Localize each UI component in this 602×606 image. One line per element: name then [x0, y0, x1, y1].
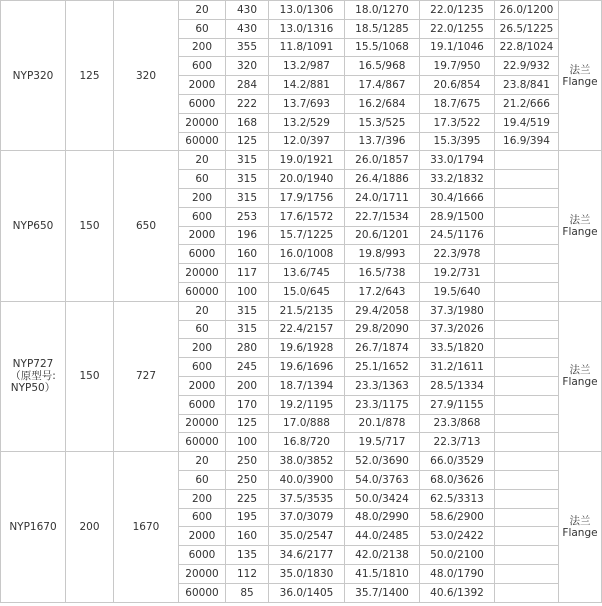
speed-cell: 600: [179, 508, 226, 527]
col-c-cell: 22.0/1235: [420, 1, 495, 20]
pressure-cell: 222: [226, 94, 269, 113]
col-b-cell: 48.0/2990: [345, 508, 420, 527]
table-row: [1, 151, 602, 170]
pressure-cell: 430: [226, 19, 269, 38]
speed-cell: 60: [179, 320, 226, 339]
col-b-cell: 15.3/525: [345, 113, 420, 132]
speed-cell: 60: [179, 470, 226, 489]
col-d-cell: [495, 508, 559, 527]
col-b-cell: 17.4/867: [345, 76, 420, 95]
speed-cell: 2000: [179, 76, 226, 95]
speed-cell: 200: [179, 188, 226, 207]
col-a-cell: 13.0/1306: [269, 1, 345, 20]
col-c-cell: 53.0/2422: [420, 527, 495, 546]
model-cell: [1, 151, 66, 301]
col-a-cell: 19.0/1921: [269, 151, 345, 170]
connection-label-line: Flange: [562, 75, 598, 88]
pressure-cell: 250: [226, 470, 269, 489]
speed-cell: 6000: [179, 94, 226, 113]
col-d-cell: 26.5/1225: [495, 19, 559, 38]
col-b-cell: 19.5/717: [345, 433, 420, 452]
col-c-cell: 17.3/522: [420, 113, 495, 132]
col-b-cell: 15.5/1068: [345, 38, 420, 57]
col-d-cell: [495, 245, 559, 264]
speed-cell: 2000: [179, 527, 226, 546]
col-d-cell: [495, 546, 559, 565]
connection-label-line: Flange: [562, 526, 598, 539]
table-row: [1, 452, 602, 471]
col-b-cell: 23.3/1175: [345, 395, 420, 414]
col-d-cell: 22.8/1024: [495, 38, 559, 57]
col-b-cell: 29.4/2058: [345, 301, 420, 320]
col-c-cell: 28.9/1500: [420, 207, 495, 226]
speed-cell: 2000: [179, 226, 226, 245]
col-b-cell: 16.2/684: [345, 94, 420, 113]
pressure-cell: 250: [226, 452, 269, 471]
col-b-cell: 19.8/993: [345, 245, 420, 264]
speed-cell: 60000: [179, 282, 226, 301]
col-a-cell: 38.0/3852: [269, 452, 345, 471]
col-c-cell: 66.0/3529: [420, 452, 495, 471]
col-c-cell: 31.2/1611: [420, 358, 495, 377]
col-b-cell: 50.0/3424: [345, 489, 420, 508]
speed-cell: 600: [179, 207, 226, 226]
col-c-cell: 33.0/1794: [420, 151, 495, 170]
col-b-cell: 20.6/1201: [345, 226, 420, 245]
col-d-cell: [495, 564, 559, 583]
col-c-cell: 19.7/950: [420, 57, 495, 76]
pressure-cell: 168: [226, 113, 269, 132]
col-c-cell: 19.2/731: [420, 264, 495, 283]
speed-cell: 6000: [179, 395, 226, 414]
col-d-cell: [495, 226, 559, 245]
group-col2-cell: 125: [66, 1, 114, 151]
group-col2-cell: 200: [66, 452, 114, 602]
col-a-cell: 13.6/745: [269, 264, 345, 283]
col-b-cell: 26.7/1874: [345, 339, 420, 358]
pressure-cell: 430: [226, 1, 269, 20]
table-row: [1, 301, 602, 320]
speed-cell: 20: [179, 452, 226, 471]
connection-label-line: 法兰: [569, 364, 591, 377]
col-b-cell: 13.7/396: [345, 132, 420, 151]
col-c-cell: 40.6/1392: [420, 583, 495, 602]
col-d-cell: [495, 376, 559, 395]
pressure-cell: 117: [226, 264, 269, 283]
speed-cell: 20000: [179, 564, 226, 583]
col-b-cell: 41.5/1810: [345, 564, 420, 583]
col-a-cell: 19.2/1195: [269, 395, 345, 414]
col-a-cell: 36.0/1405: [269, 583, 345, 602]
col-a-cell: 13.7/693: [269, 94, 345, 113]
col-c-cell: 22.3/978: [420, 245, 495, 264]
pressure-cell: 85: [226, 583, 269, 602]
col-a-cell: 17.0/888: [269, 414, 345, 433]
col-d-cell: [495, 282, 559, 301]
col-b-cell: 16.5/968: [345, 57, 420, 76]
model-name-line: NYP320: [12, 69, 54, 82]
col-c-cell: 24.5/1176: [420, 226, 495, 245]
group-col2-cell: 150: [66, 301, 114, 451]
col-b-cell: 18.5/1285: [345, 19, 420, 38]
spec-table-body: [1, 1, 602, 603]
pressure-cell: 170: [226, 395, 269, 414]
col-c-cell: 68.0/3626: [420, 470, 495, 489]
col-d-cell: [495, 358, 559, 377]
col-d-cell: [495, 395, 559, 414]
table-row: [1, 1, 602, 20]
col-b-cell: 23.3/1363: [345, 376, 420, 395]
pressure-cell: 100: [226, 282, 269, 301]
pressure-cell: 284: [226, 76, 269, 95]
col-a-cell: 19.6/1696: [269, 358, 345, 377]
col-c-cell: 18.7/675: [420, 94, 495, 113]
col-a-cell: 37.0/3079: [269, 508, 345, 527]
col-d-cell: 19.4/519: [495, 113, 559, 132]
col-a-cell: 20.0/1940: [269, 170, 345, 189]
col-c-cell: 27.9/1155: [420, 395, 495, 414]
col-b-cell: 17.2/643: [345, 282, 420, 301]
speed-cell: 6000: [179, 546, 226, 565]
col-c-cell: 33.5/1820: [420, 339, 495, 358]
col-a-cell: 13.0/1316: [269, 19, 345, 38]
col-c-cell: 37.3/1980: [420, 301, 495, 320]
col-b-cell: 35.7/1400: [345, 583, 420, 602]
pressure-cell: 100: [226, 433, 269, 452]
col-d-cell: [495, 320, 559, 339]
col-a-cell: 13.2/987: [269, 57, 345, 76]
col-a-cell: 19.6/1928: [269, 339, 345, 358]
speed-cell: 60000: [179, 583, 226, 602]
col-a-cell: 17.6/1572: [269, 207, 345, 226]
col-d-cell: [495, 170, 559, 189]
pressure-cell: 315: [226, 188, 269, 207]
col-c-cell: 50.0/2100: [420, 546, 495, 565]
connection-label-line: 法兰: [569, 63, 591, 76]
col-a-cell: 21.5/2135: [269, 301, 345, 320]
pressure-cell: 315: [226, 151, 269, 170]
col-b-cell: 52.0/3690: [345, 452, 420, 471]
col-d-cell: [495, 433, 559, 452]
connection-label-line: 法兰: [569, 514, 591, 527]
col-c-cell: 33.2/1832: [420, 170, 495, 189]
col-c-cell: 20.6/854: [420, 76, 495, 95]
col-a-cell: 17.9/1756: [269, 188, 345, 207]
col-d-cell: [495, 301, 559, 320]
speed-cell: 600: [179, 358, 226, 377]
col-a-cell: 11.8/1091: [269, 38, 345, 57]
speed-cell: 60: [179, 19, 226, 38]
speed-cell: 60: [179, 170, 226, 189]
col-a-cell: 22.4/2157: [269, 320, 345, 339]
speed-cell: 200: [179, 38, 226, 57]
speed-cell: 6000: [179, 245, 226, 264]
speed-cell: 20: [179, 151, 226, 170]
speed-cell: 200: [179, 489, 226, 508]
connection-cell: [559, 1, 602, 151]
model-name-line: （原型号:: [10, 370, 56, 383]
col-b-cell: 29.8/2090: [345, 320, 420, 339]
speed-cell: 60000: [179, 132, 226, 151]
col-a-cell: 13.2/529: [269, 113, 345, 132]
col-a-cell: 15.0/645: [269, 282, 345, 301]
model-cell: [1, 452, 66, 602]
connection-label-line: Flange: [562, 376, 598, 389]
col-a-cell: 15.7/1225: [269, 226, 345, 245]
col-b-cell: 26.0/1857: [345, 151, 420, 170]
pressure-cell: 253: [226, 207, 269, 226]
connection-cell: [559, 151, 602, 301]
col-c-cell: 22.3/713: [420, 433, 495, 452]
speed-cell: 20000: [179, 264, 226, 283]
pressure-cell: 355: [226, 38, 269, 57]
col-a-cell: 35.0/1830: [269, 564, 345, 583]
col-d-cell: [495, 527, 559, 546]
pressure-cell: 196: [226, 226, 269, 245]
pressure-cell: 125: [226, 132, 269, 151]
col-d-cell: [495, 583, 559, 602]
col-b-cell: 20.1/878: [345, 414, 420, 433]
col-a-cell: 16.8/720: [269, 433, 345, 452]
col-d-cell: [495, 207, 559, 226]
connection-cell: [559, 301, 602, 451]
col-b-cell: 44.0/2485: [345, 527, 420, 546]
col-d-cell: 26.0/1200: [495, 1, 559, 20]
col-b-cell: 42.0/2138: [345, 546, 420, 565]
col-c-cell: 15.3/395: [420, 132, 495, 151]
col-a-cell: 34.6/2177: [269, 546, 345, 565]
pressure-cell: 320: [226, 57, 269, 76]
pressure-cell: 112: [226, 564, 269, 583]
model-name-line: NYP1670: [9, 520, 57, 533]
col-c-cell: 22.0/1255: [420, 19, 495, 38]
pressure-cell: 135: [226, 546, 269, 565]
col-d-cell: [495, 414, 559, 433]
speed-cell: 20000: [179, 414, 226, 433]
pressure-cell: 315: [226, 170, 269, 189]
pressure-cell: 280: [226, 339, 269, 358]
pressure-cell: 160: [226, 245, 269, 264]
model-name-line: NYP650: [12, 220, 54, 233]
col-a-cell: 14.2/881: [269, 76, 345, 95]
col-d-cell: 21.2/666: [495, 94, 559, 113]
col-c-cell: 37.3/2026: [420, 320, 495, 339]
col-d-cell: [495, 151, 559, 170]
col-c-cell: 48.0/1790: [420, 564, 495, 583]
col-b-cell: 25.1/1652: [345, 358, 420, 377]
col-d-cell: [495, 470, 559, 489]
pressure-cell: 225: [226, 489, 269, 508]
col-a-cell: 16.0/1008: [269, 245, 345, 264]
col-a-cell: 18.7/1394: [269, 376, 345, 395]
col-c-cell: 30.4/1666: [420, 188, 495, 207]
col-c-cell: 62.5/3313: [420, 489, 495, 508]
col-a-cell: 37.5/3535: [269, 489, 345, 508]
col-c-cell: 19.5/640: [420, 282, 495, 301]
col-d-cell: [495, 339, 559, 358]
model-cell: [1, 301, 66, 451]
speed-cell: 60000: [179, 433, 226, 452]
model-name-line: NYP50）: [10, 382, 56, 395]
col-d-cell: [495, 188, 559, 207]
group-col2-cell: 150: [66, 151, 114, 301]
pressure-cell: 125: [226, 414, 269, 433]
col-c-cell: 28.5/1334: [420, 376, 495, 395]
pressure-cell: 315: [226, 301, 269, 320]
pressure-cell: 200: [226, 376, 269, 395]
pressure-cell: 245: [226, 358, 269, 377]
connection-label-line: 法兰: [569, 214, 591, 227]
connection-label-line: Flange: [562, 226, 598, 239]
col-c-cell: 58.6/2900: [420, 508, 495, 527]
col-a-cell: 12.0/397: [269, 132, 345, 151]
col-d-cell: [495, 264, 559, 283]
group-col3-cell: 1670: [114, 452, 179, 602]
pressure-cell: 160: [226, 527, 269, 546]
pressure-cell: 195: [226, 508, 269, 527]
col-b-cell: 18.0/1270: [345, 1, 420, 20]
speed-cell: 200: [179, 339, 226, 358]
col-b-cell: 54.0/3763: [345, 470, 420, 489]
group-col3-cell: 727: [114, 301, 179, 451]
col-b-cell: 24.0/1711: [345, 188, 420, 207]
col-d-cell: [495, 489, 559, 508]
col-d-cell: [495, 452, 559, 471]
speed-cell: 2000: [179, 376, 226, 395]
col-d-cell: 16.9/394: [495, 132, 559, 151]
col-c-cell: 23.3/868: [420, 414, 495, 433]
speed-cell: 600: [179, 57, 226, 76]
col-c-cell: 19.1/1046: [420, 38, 495, 57]
speed-cell: 20000: [179, 113, 226, 132]
col-a-cell: 35.0/2547: [269, 527, 345, 546]
col-a-cell: 40.0/3900: [269, 470, 345, 489]
speed-cell: 20: [179, 1, 226, 20]
pressure-cell: 315: [226, 320, 269, 339]
col-d-cell: 22.9/932: [495, 57, 559, 76]
connection-cell: [559, 452, 602, 602]
group-col3-cell: 650: [114, 151, 179, 301]
col-d-cell: 23.8/841: [495, 76, 559, 95]
model-name-line: NYP727: [12, 358, 54, 371]
col-b-cell: 22.7/1534: [345, 207, 420, 226]
model-cell: [1, 1, 66, 151]
col-b-cell: 16.5/738: [345, 264, 420, 283]
group-col3-cell: 320: [114, 1, 179, 151]
col-b-cell: 26.4/1886: [345, 170, 420, 189]
speed-cell: 20: [179, 301, 226, 320]
